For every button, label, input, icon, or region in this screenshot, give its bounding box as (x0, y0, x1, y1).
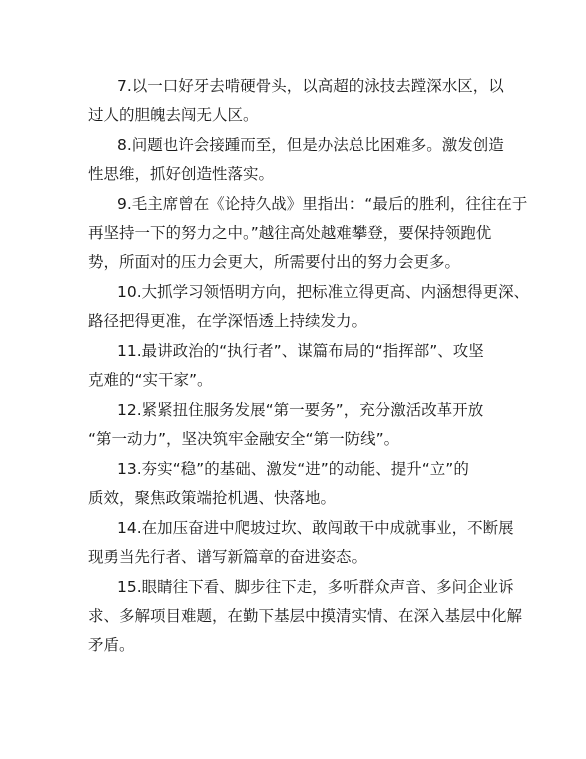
paragraph-14 (88, 514, 514, 572)
paragraph-line: 质效，聚焦政策端抢机遇、快落地。 (88, 489, 337, 507)
paragraph-line: 15.眼睛往下看、脚步往下走，多听群众声音、多问企业诉 (117, 578, 514, 596)
paragraph-12 (88, 396, 508, 454)
paragraph-13 (88, 455, 508, 513)
paragraph-10 (88, 278, 530, 336)
paragraph-line: 14.在加压奋进中爬坡过坎、敢闯敢干中成就事业，不断展 (117, 519, 514, 537)
paragraph-line: 11.最讲政治的“执行者”、谋篇布局的“指挥部”、攻坚 (117, 342, 484, 360)
paragraph-line: 过人的胆魄去闯无人区。 (88, 106, 259, 124)
paragraph-line: 7.以一口好牙去啃硬骨头，以高超的泳技去蹚深水区，以 (117, 77, 504, 95)
paragraph-11 (88, 337, 508, 395)
paragraph-line: 路径把得更准，在学深悟透上持续发力。 (88, 312, 368, 330)
paragraph-line: 13.夯实“稳”的基础、激发“进”的动能、提升“立”的 (117, 460, 469, 478)
paragraph-line: 性思维，抓好创造性落实。 (88, 165, 275, 183)
paragraph-line: 12.紧紧扭住服务发展“第一要务”，充分激活改革开放 (117, 401, 484, 419)
paragraph-line: 10.大抓学习领悟明方向，把标准立得更高、内涵想得更深、 (117, 283, 530, 301)
paragraph-15 (88, 573, 523, 660)
paragraph-9 (88, 190, 528, 277)
paragraph-line: 9.毛主席曾在《论持久战》里指出：“最后的胜利，往往在于 (117, 195, 528, 213)
paragraph-7 (88, 72, 508, 130)
paragraph-line: 再坚持一下的努力之中。”越往高处越难攀登，要保持领跑优 (88, 224, 492, 242)
paragraph-line: 克难的“实干家”。 (88, 371, 213, 389)
paragraph-line: 现勇当先行者、谱写新篇章的奋进姿态。 (88, 548, 368, 566)
paragraph-line: 求、多解项目难题，在勤下基层中摸清实情、在深入基层中化解 (88, 607, 523, 625)
paragraph-line: 势，所面对的压力会更大，所需要付出的努力会更多。 (88, 253, 461, 271)
paragraph-line: “第一动力”，坚决筑牢金融安全“第一防线”。 (88, 430, 400, 448)
paragraph-line: 矛盾。 (88, 636, 135, 654)
paragraph-8 (88, 131, 508, 189)
paragraph-line: 8.问题也许会接踵而至，但是办法总比困难多。激发创造 (117, 136, 504, 154)
